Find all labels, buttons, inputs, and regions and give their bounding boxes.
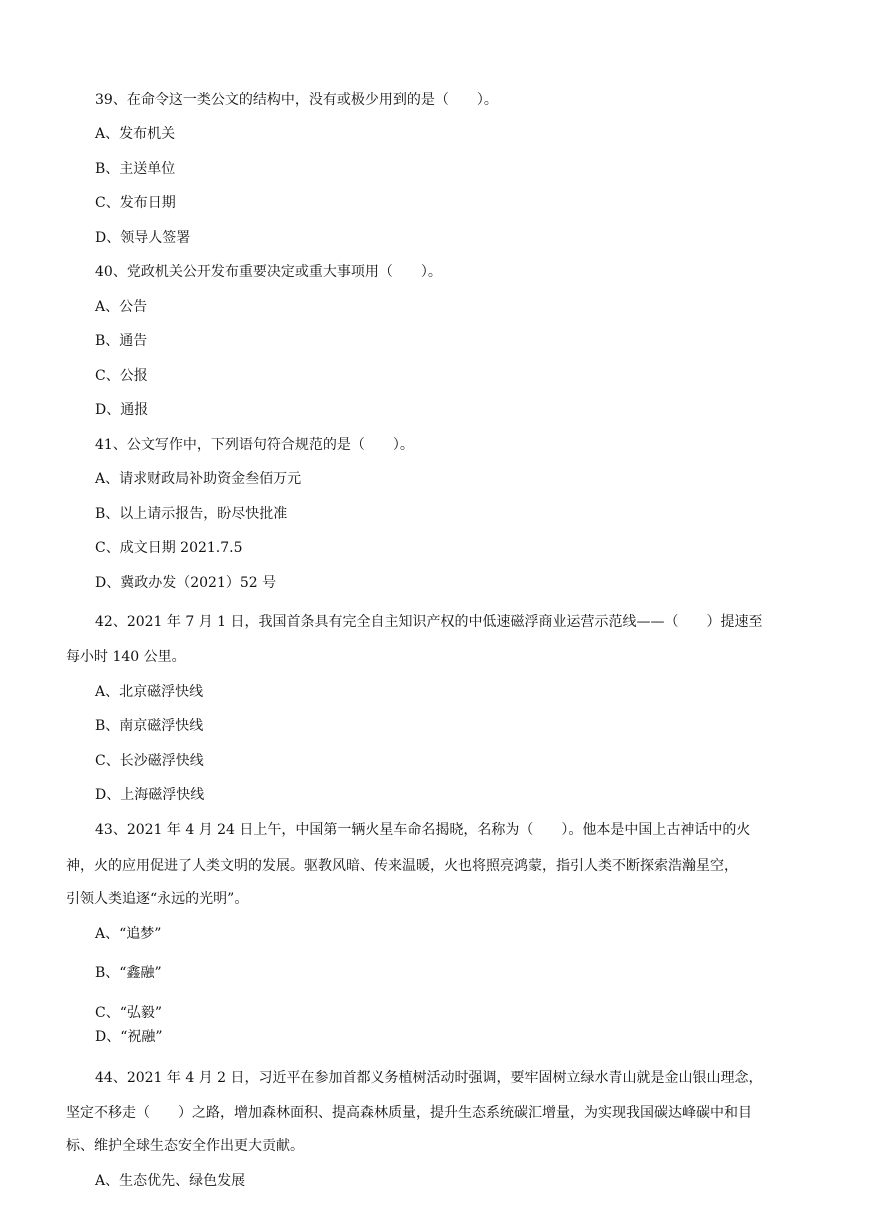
question-43-option-a: A、“追梦”	[95, 926, 162, 942]
question-40-text: 40、党政机关公开发布重要决定或重大事项用（ ）。	[95, 264, 442, 280]
question-43-text-line-2: 神，火的应用促进了人类文明的发展。驱教风暗、传来温暖，火也将照亮鸿蒙，指引人类不断探索浩瀚星空，	[66, 858, 738, 874]
question-41-text: 41、公文写作中，下列语句符合规范的是（ ）。	[95, 437, 414, 453]
question-39-option-d: D、领导人签署	[95, 230, 191, 246]
question-39-option-b: B、主送单位	[95, 161, 176, 177]
question-43-option-c: C、“弘毅”	[95, 1005, 163, 1021]
question-39-text: 39、在命令这一类公文的结构中，没有或极少用到的是（ ）。	[95, 92, 498, 108]
question-43-option-b: B、“鑫融”	[95, 965, 162, 981]
question-43-text-line-3: 引领人类追逐“永远的光明”。	[66, 891, 249, 907]
question-42-option-d: D、上海磁浮快线	[95, 787, 205, 803]
question-43-text-line-1: 43、2021 年 4 月 24 日上午，中国第一辆火星车命名揭晓，名称为（ ）。他本是中国上古神话中的火	[95, 822, 751, 838]
question-42-option-a: A、北京磁浮快线	[95, 684, 204, 700]
question-42-option-c: C、长沙磁浮快线	[95, 753, 204, 769]
question-41-option-b: B、以上请示报告，盼尽快批准	[95, 506, 288, 522]
question-44-text-line-3: 标、维护全球生态安全作出更大贡献。	[66, 1138, 304, 1154]
question-40-option-a: A、公告	[95, 299, 148, 315]
question-41-option-a: A、请求财政局补助资金叁佰万元	[95, 471, 302, 487]
question-39-option-a: A、发布机关	[95, 126, 176, 142]
question-40-option-c: C、公报	[95, 368, 148, 384]
question-41-option-d: D、冀政办发（2021）52 号	[95, 575, 277, 591]
question-40-option-d: D、通报	[95, 402, 149, 418]
question-42-text-line-1: 42、2021 年 7 月 1 日，我国首条具有完全自主知识产权的中低速磁浮商业运营示范线——（ ）提速至	[95, 614, 763, 630]
question-41-option-c: C、成文日期 2021.7.5	[95, 540, 243, 556]
question-44-text-line-1: 44、2021 年 4 月 2 日，习近平在参加首都义务植树活动时强调，要牢固树立绿水青山就是金山银山理念，	[95, 1070, 763, 1086]
question-44-text-line-2: 坚定不移走（ ）之路，增加森林面积、提高森林质量，提升生态系统碳汇增量，为实现我国碳达峰碳中和目	[66, 1105, 752, 1121]
question-43-option-d: D、“祝融”	[95, 1029, 163, 1045]
question-44-option-a: A、生态优先、绿色发展	[95, 1173, 246, 1189]
question-42-option-b: B、南京磁浮快线	[95, 718, 204, 734]
question-39-option-c: C、发布日期	[95, 195, 176, 211]
question-42-text-line-2: 每小时 140 公里。	[66, 649, 186, 665]
question-40-option-b: B、通告	[95, 333, 148, 349]
